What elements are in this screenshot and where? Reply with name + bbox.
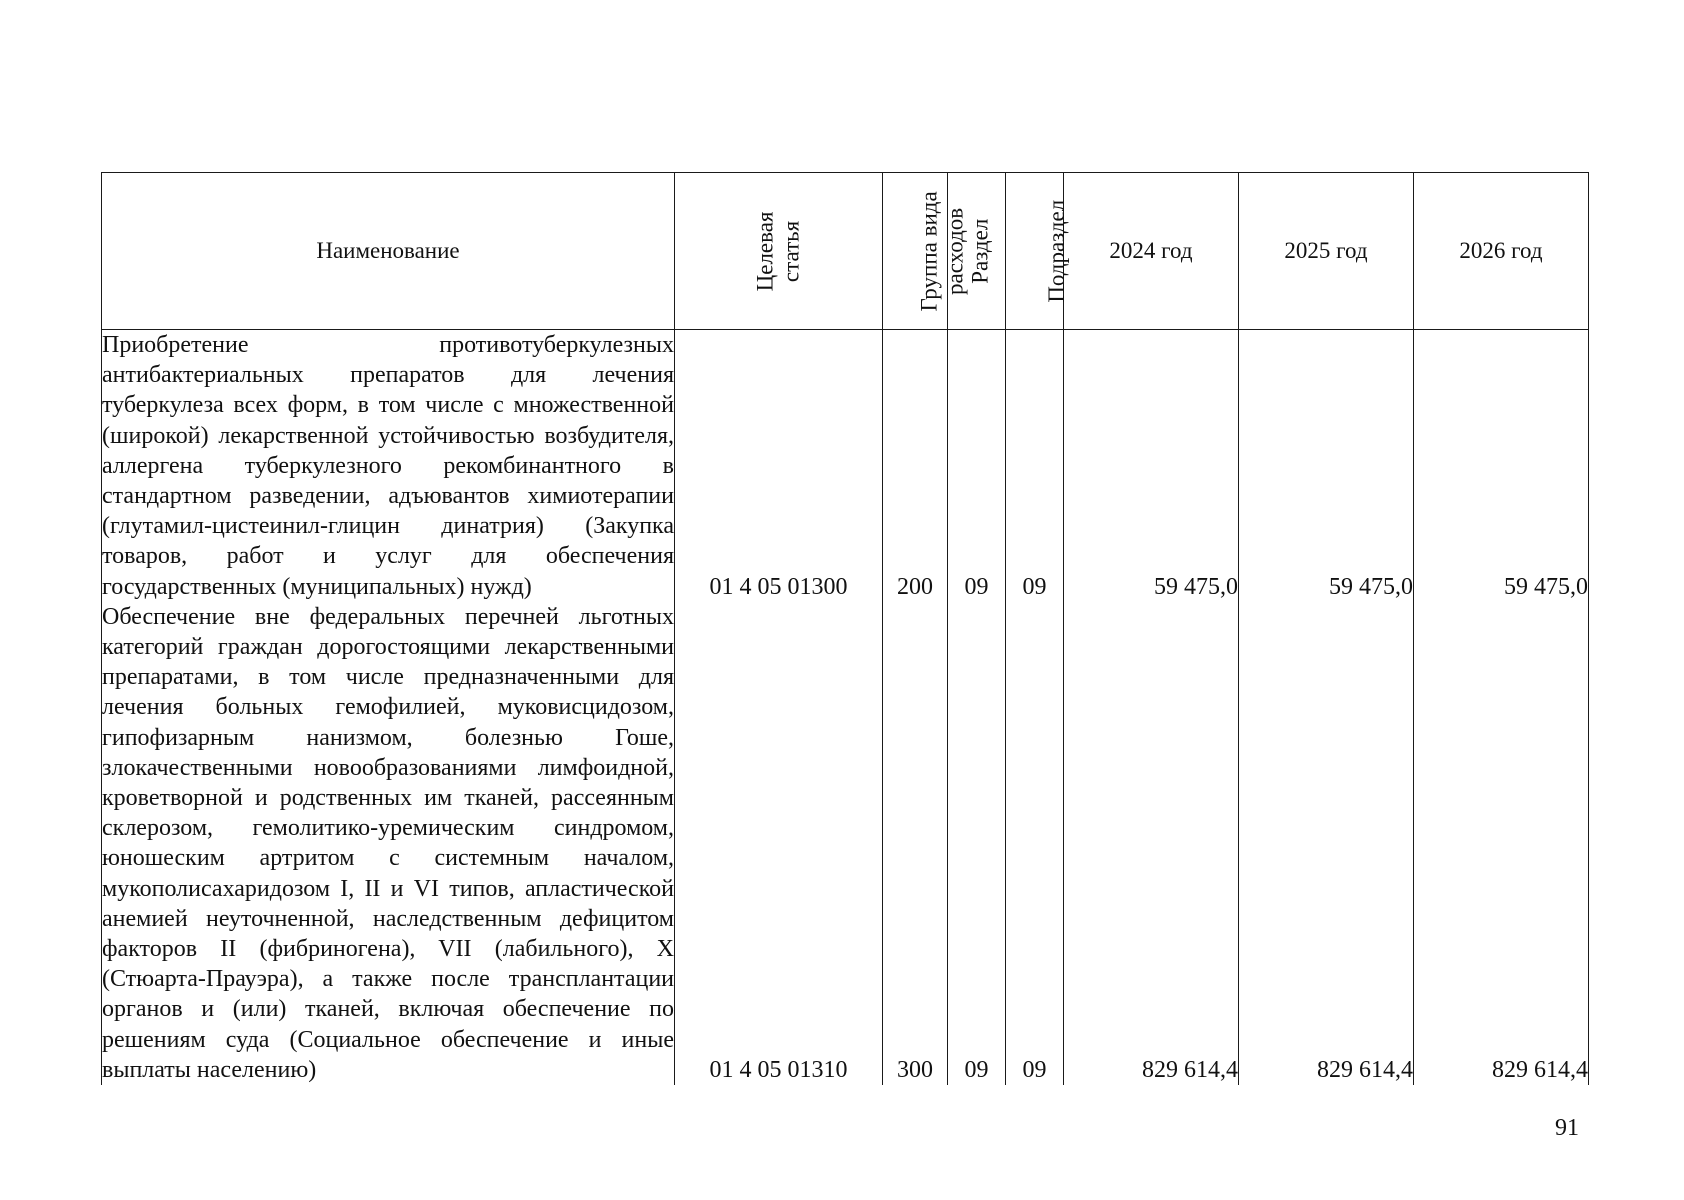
- row-subsection: 09: [1006, 330, 1064, 602]
- header-group-line1: Группа вида: [916, 190, 942, 312]
- header-group-line2: расходов: [943, 207, 969, 295]
- row-expense-group: 200: [883, 330, 948, 602]
- row-expense-group: 300: [883, 602, 948, 1085]
- header-year-2025-text: 2025 год: [1284, 238, 1368, 263]
- header-year-2026-text: 2026 год: [1459, 238, 1543, 263]
- row-amount-2024: 829 614,4: [1064, 602, 1239, 1085]
- row-section: 09: [948, 330, 1006, 602]
- header-subsection-text: Подраздел: [1044, 199, 1070, 303]
- row-name: Обеспечение вне федеральных перечней льготных категорий граждан дорогостоящими лекарственными препаратами, в том числе предназначенными для лечения больных гемофилией, муковисцидозом, гипофизарным нанизмом, болезнью Гоше, злокачественными новообразованиями лимфоидной, кроветворной и родственных им тканей, рассеянным склерозом, гемолитико-уремическим синдромом, юношеским артритом с системным началом, мукополисахаридозом I, II и VI типов, апластической анемией неуточненной, наследственным дефицитом факторов II (фибриногена), VII (лабильного), X (Стюарта-Прауэра), а также после трансплантации органов и (или) тканей, включая обеспечение по решениям суда (Социальное обеспечение и иные выплаты населению): [102, 602, 675, 1085]
- table-row: [102, 330, 1589, 602]
- header-target-line2: статья: [778, 220, 804, 282]
- row-amount-2025: 829 614,4: [1239, 602, 1414, 1085]
- header-subsection: [1006, 173, 1070, 330]
- budget-table: [101, 172, 1589, 1085]
- header-section-text: Раздел: [967, 218, 993, 284]
- table-row: [102, 602, 1589, 1085]
- header-target-text: [752, 211, 805, 291]
- header-year-2025: [1239, 173, 1414, 330]
- header-year-2026: [1414, 173, 1589, 330]
- row-name: Приобретение противотуберкулезных антибактериальных препаратов для лечения туберкулеза всех форм, в том числе с множественной (широкой) лекарственной устойчивостью возбудителя, аллергена туберкулезного рекомбинантного в стандартном разведении, адъювантов химиотерапии (глутамил-цистеинил-глицин динатрия) (Закупка товаров, работ и услуг для обеспечения государственных (муниципальных) нужд): [102, 330, 675, 602]
- row-amount-2025: 59 475,0: [1239, 330, 1414, 602]
- header-target-line1: Целевая: [752, 211, 778, 291]
- row-section: 09: [948, 602, 1006, 1085]
- header-name-text: Наименование: [316, 238, 460, 263]
- header-name: [102, 173, 675, 330]
- header-year-2024-text: 2024 год: [1109, 238, 1193, 263]
- header-row: [102, 173, 1589, 330]
- row-target-article: 01 4 05 01310: [675, 602, 883, 1085]
- row-amount-2026: 59 475,0: [1414, 330, 1589, 602]
- header-year-2024: [1064, 173, 1239, 330]
- header-expense-group: [883, 173, 969, 330]
- row-amount-2026: 829 614,4: [1414, 602, 1589, 1085]
- page-number: 91: [1555, 1115, 1579, 1141]
- row-subsection: 09: [1006, 602, 1064, 1085]
- row-target-article: 01 4 05 01300: [675, 330, 883, 602]
- row-amount-2024: 59 475,0: [1064, 330, 1239, 602]
- header-group-text: [917, 191, 970, 311]
- header-target-article: [675, 173, 883, 330]
